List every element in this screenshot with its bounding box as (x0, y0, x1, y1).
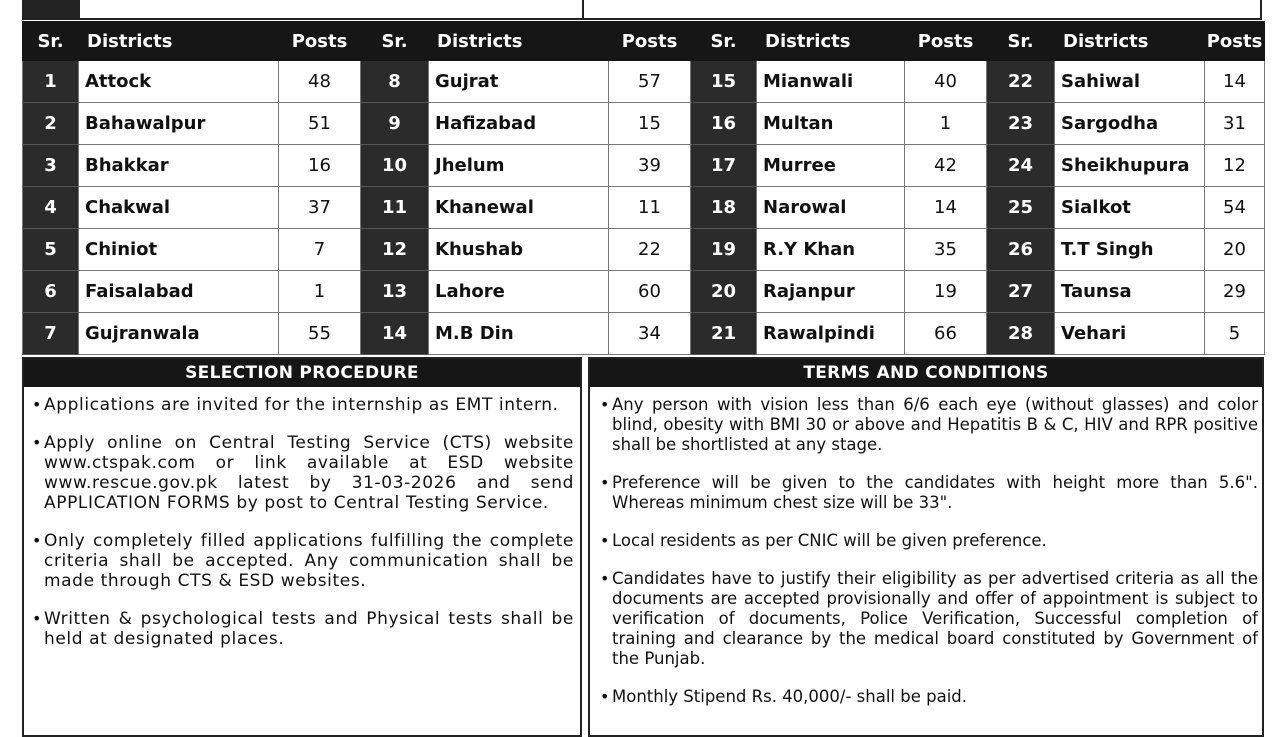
posts-cell: 39 (609, 145, 691, 187)
header-sr: Sr. (23, 22, 79, 61)
sr-cell: 26 (987, 229, 1055, 271)
sr-cell: 2 (23, 103, 79, 145)
district-cell: Hafizabad (429, 103, 609, 145)
selection-procedure-panel (22, 357, 582, 737)
list-item: • Local residents as per CNIC will be given preference. (600, 531, 1258, 551)
district-cell: Attock (79, 61, 279, 103)
district-cell: Narowal (757, 187, 905, 229)
district-cell: Lahore (429, 271, 609, 313)
sr-cell: 24 (987, 145, 1055, 187)
posts-cell: 31 (1205, 103, 1265, 145)
list-item: • Any person with vision less than 6/6 each eye (without glasses) and color blind, obesity with BMI 30 or above and Hepatitis B & C, HIV and RPR positive shall be shortlisted at any stage. (600, 395, 1258, 455)
sr-cell: 5 (23, 229, 79, 271)
list-item: • Only completely filled applications fulfilling the complete criteria shall be accepted. Any communication shall be made through CTS & ESD websites. (32, 531, 574, 591)
sr-cell: 19 (691, 229, 757, 271)
selection-procedure-list (24, 387, 580, 649)
sr-cell: 10 (361, 145, 429, 187)
header-posts: Posts (609, 22, 691, 61)
header-districts: Districts (757, 22, 905, 61)
district-cell: Murree (757, 145, 905, 187)
sr-cell: 6 (23, 271, 79, 313)
terms-conditions-panel (588, 357, 1264, 737)
frame-block (24, 0, 80, 18)
header-posts: Posts (279, 22, 361, 61)
header-sr: Sr. (987, 22, 1055, 61)
district-cell: Bhakkar (79, 145, 279, 187)
posts-cell: 35 (905, 229, 987, 271)
header-districts: Districts (79, 22, 279, 61)
posts-cell: 12 (1205, 145, 1265, 187)
list-item: • Preference will be given to the candidates with height more than 5.6". Whereas minimum chest size will be 33". (600, 473, 1258, 513)
district-cell: Multan (757, 103, 905, 145)
sr-cell: 21 (691, 313, 757, 355)
posts-cell: 34 (609, 313, 691, 355)
district-cell: Faisalabad (79, 271, 279, 313)
posts-cell: 60 (609, 271, 691, 313)
district-cell: Sheikhupura (1055, 145, 1205, 187)
header-posts: Posts (905, 22, 987, 61)
list-item: • Written & psychological tests and Physical tests shall be held at designated places. (32, 609, 574, 649)
table-row (23, 271, 1265, 313)
district-cell: Rawalpindi (757, 313, 905, 355)
table-row (23, 187, 1265, 229)
sr-cell: 28 (987, 313, 1055, 355)
district-cell: Sialkot (1055, 187, 1205, 229)
sr-cell: 27 (987, 271, 1055, 313)
sr-cell: 13 (361, 271, 429, 313)
sr-cell: 16 (691, 103, 757, 145)
posts-cell: 42 (905, 145, 987, 187)
posts-cell: 11 (609, 187, 691, 229)
posts-cell: 51 (279, 103, 361, 145)
previous-section-frame (22, 0, 1262, 20)
table-row (23, 313, 1265, 355)
posts-cell: 7 (279, 229, 361, 271)
district-cell: Bahawalpur (79, 103, 279, 145)
sr-cell: 14 (361, 313, 429, 355)
district-cell: Khanewal (429, 187, 609, 229)
posts-cell: 1 (905, 103, 987, 145)
district-cell: Vehari (1055, 313, 1205, 355)
table-header-row (23, 22, 1265, 61)
posts-cell: 57 (609, 61, 691, 103)
selection-procedure-title: SELECTION PROCEDURE (24, 359, 580, 387)
district-cell: Chakwal (79, 187, 279, 229)
posts-cell: 40 (905, 61, 987, 103)
sr-cell: 17 (691, 145, 757, 187)
district-cell: Taunsa (1055, 271, 1205, 313)
district-cell: Sahiwal (1055, 61, 1205, 103)
district-cell: Chiniot (79, 229, 279, 271)
sr-cell: 23 (987, 103, 1055, 145)
posts-cell: 48 (279, 61, 361, 103)
posts-cell: 66 (905, 313, 987, 355)
district-cell: R.Y Khan (757, 229, 905, 271)
posts-cell: 54 (1205, 187, 1265, 229)
table-row (23, 61, 1265, 103)
sr-cell: 20 (691, 271, 757, 313)
sr-cell: 3 (23, 145, 79, 187)
header-sr: Sr. (691, 22, 757, 61)
header-posts: Posts (1205, 22, 1265, 61)
list-item: • Apply online on Central Testing Service (CTS) website www.ctspak.com or link available at ESD website www.rescue.gov.pk latest by 31-03-2026 and send APPLICATION FORMS by post to Central Testing Service. (32, 433, 574, 513)
posts-cell: 55 (279, 313, 361, 355)
posts-cell: 5 (1205, 313, 1265, 355)
sr-cell: 7 (23, 313, 79, 355)
posts-cell: 15 (609, 103, 691, 145)
sr-cell: 1 (23, 61, 79, 103)
district-cell: Mianwali (757, 61, 905, 103)
list-item: • Monthly Stipend Rs. 40,000/- shall be paid. (600, 687, 1258, 707)
posts-cell: 19 (905, 271, 987, 313)
list-item: • Applications are invited for the internship as EMT intern. (32, 395, 574, 415)
district-cell: M.B Din (429, 313, 609, 355)
header-sr: Sr. (361, 22, 429, 61)
header-districts: Districts (1055, 22, 1205, 61)
sr-cell: 11 (361, 187, 429, 229)
district-cell: T.T Singh (1055, 229, 1205, 271)
sr-cell: 18 (691, 187, 757, 229)
posts-cell: 16 (279, 145, 361, 187)
list-item: • Candidates have to justify their eligibility as per advertised criteria as all the documents are accepted provisionally and offer of appointment is subject to verification of documents, Police Verification, Successful completion of training and clearance by the medical board constituted by Government of the Punjab. (600, 569, 1258, 669)
posts-cell: 14 (1205, 61, 1265, 103)
table-body (23, 61, 1265, 355)
table-row (23, 229, 1265, 271)
posts-cell: 14 (905, 187, 987, 229)
posts-cell: 29 (1205, 271, 1265, 313)
sr-cell: 12 (361, 229, 429, 271)
posts-cell: 22 (609, 229, 691, 271)
district-cell: Rajanpur (757, 271, 905, 313)
posts-cell: 1 (279, 271, 361, 313)
sr-cell: 25 (987, 187, 1055, 229)
district-cell: Gujrat (429, 61, 609, 103)
sr-cell: 15 (691, 61, 757, 103)
table-row (23, 103, 1265, 145)
terms-conditions-title: TERMS AND CONDITIONS (590, 359, 1262, 387)
header-districts: Districts (429, 22, 609, 61)
posts-cell: 20 (1205, 229, 1265, 271)
sr-cell: 22 (987, 61, 1055, 103)
district-posts-table (22, 21, 1265, 355)
sr-cell: 8 (361, 61, 429, 103)
district-cell: Khushab (429, 229, 609, 271)
district-cell: Jhelum (429, 145, 609, 187)
sr-cell: 4 (23, 187, 79, 229)
terms-conditions-list (590, 387, 1262, 707)
table-row (23, 145, 1265, 187)
sr-cell: 9 (361, 103, 429, 145)
district-cell: Sargodha (1055, 103, 1205, 145)
district-cell: Gujranwala (79, 313, 279, 355)
frame-divider (582, 0, 584, 18)
posts-cell: 37 (279, 187, 361, 229)
